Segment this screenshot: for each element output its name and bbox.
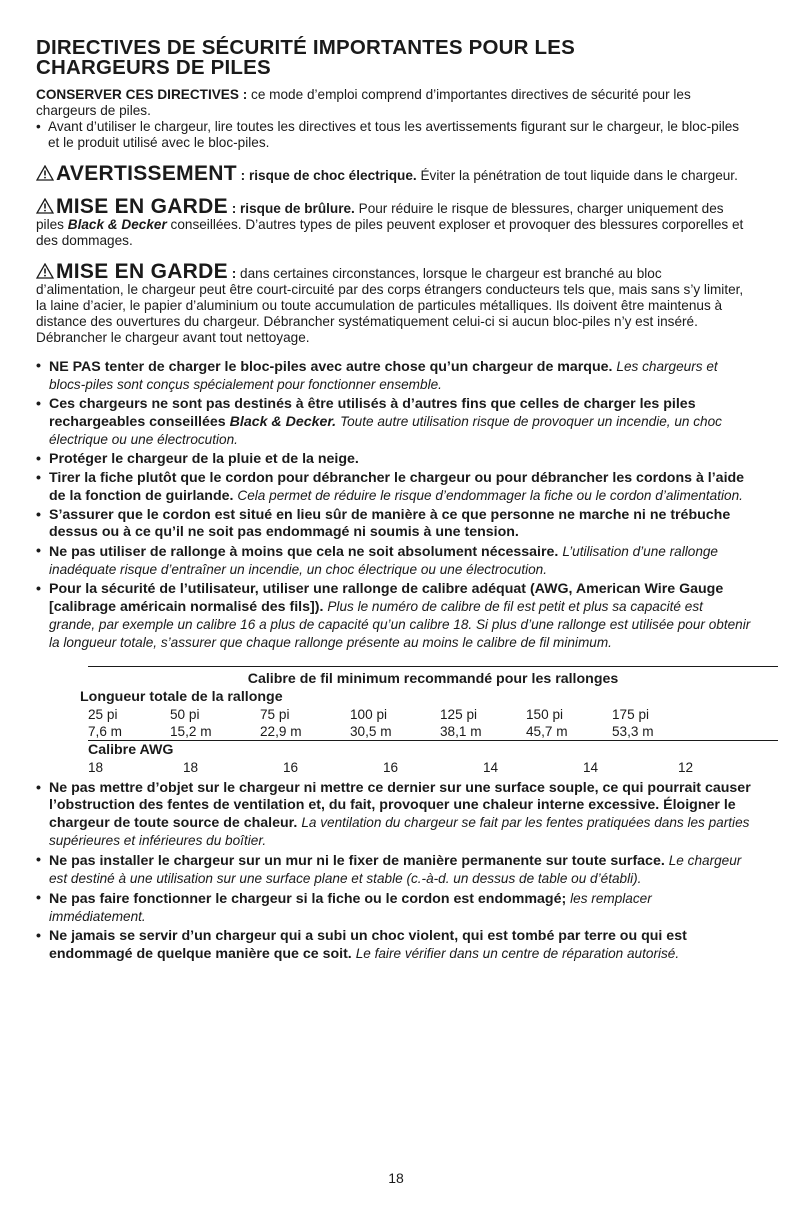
table-cell: 7,6 m [88, 724, 122, 739]
item-brand: Black & Decker. [229, 414, 337, 430]
table-cell: 100 pi [350, 707, 388, 722]
feet-row [88, 706, 778, 723]
table-cell: 45,7 m [526, 724, 568, 739]
caution-triangle-icon [36, 198, 54, 214]
bullet-dot: • [36, 119, 41, 134]
meters-row [88, 723, 778, 741]
bullet-dot: • [36, 470, 41, 486]
caution-colon: : [227, 201, 241, 216]
table-cell: 16 [383, 760, 399, 775]
table-cell: 30,5 m [350, 724, 392, 739]
table-caption: Calibre de fil minimum recommandé pour les rallonges [247, 671, 619, 687]
title-line-1: DIRECTIVES DE SÉCURITÉ IMPORTANTES POUR LES [36, 36, 575, 59]
table-cell: 14 [583, 760, 599, 775]
bullet-dot: • [36, 581, 41, 597]
list-item [36, 543, 752, 579]
list-item [36, 852, 752, 888]
awg-label: Calibre AWG [88, 742, 174, 758]
item-italic: Cela permet de réduire le risque d’endommager la fiche ou le cordon d’alimentation. [237, 488, 743, 503]
caution-short-circuit-paragraph [36, 260, 752, 346]
list-item [36, 507, 752, 541]
item-bold: Ne pas mettre d’objet sur le chargeur ni mettre ce dernier sur une surface souple, ce qui pourrait causer l’obstruction des fentes de ventilation et, du fait, provoquer une chaleur interne excessive. Éloigner le chargeur de toute source de chaleur. [49, 780, 751, 831]
table-cell: 18 [183, 760, 199, 775]
bullet-dot: • [36, 543, 41, 559]
intro-bullet-text: Avant d’utiliser le chargeur, lire toutes les directives et tous les avertissements figurant sur le chargeur, le bloc-piles et le produit utilisé avec le bloc-piles. [48, 119, 740, 150]
caution-label: MISE EN GARDE [56, 260, 228, 283]
table-cell: 15,2 m [170, 724, 212, 739]
list-item [36, 396, 752, 449]
caution-burn-paragraph [36, 195, 752, 249]
bullet-dot: • [36, 451, 41, 467]
warning-triangle-icon [36, 165, 54, 181]
item-bold: NE PAS tenter de charger le bloc-piles avec autre chose qu’un chargeur de marque. [49, 359, 613, 375]
conserver-text: ce mode d’emploi comprend d’importantes directives de sécurité pour les chargeurs de piles. [36, 87, 691, 118]
page-title [36, 38, 752, 78]
page-number: 18 [388, 1170, 404, 1186]
item-bold: Ne pas installer le chargeur sur un mur ni le fixer de manière permanente sur toute surface. [49, 853, 665, 869]
wire-gauge-table [80, 666, 778, 776]
item-italic: Les chargeurs et blocs-piles sont conçus spécialement pour fonctionner ensemble. [49, 359, 718, 392]
caution-short-circuit-text: dans certaines circonstances, lorsque le chargeur est branché au bloc d’alimentation, le chargeur peut être court-circuité par des corps étrangers conducteurs tels que, mais sans s’y limiter, la laine d’acier, le papier d’aluminium ou toute accumulation de particules métalliques. Ils doivent être maintenus à distance des ouvertures du chargeur. Débrancher systématiquement celui-ci si aucun bloc-piles n’y est inséré. Débrancher le chargeur avant tout nettoyage. [36, 266, 744, 345]
item-italic: Toute autre utilisation risque de provoquer un incendie, un choc électrique ou une électrocution. [49, 414, 722, 447]
item-bold: Protéger le chargeur de la pluie et de la neige. [49, 451, 359, 467]
bullet-dot: • [36, 780, 41, 796]
item-italic: Plus le numéro de calibre de fil est petit et plus sa capacité est grande, par exemple un calibre 16 a plus de capacité qu’un calibre 18. Si plus d’une rallonge est utilisée pour obtenir la longueur totale, s’assurer que chaque rallonge présente au moins le calibre de fil minimum. [49, 599, 751, 650]
bullet-dot: • [36, 396, 41, 412]
item-bold: Ne jamais se servir d’un chargeur qui a subi un choc violent, qui est tombé par terre ou qui est endommagé de quelque manière que ce soit. [49, 928, 687, 962]
item-italic: les remplacer immédiatement. [49, 891, 652, 924]
item-bold: Ne pas utiliser de rallonge à moins que cela ne soit absolument nécessaire. [49, 544, 559, 560]
item-bold: S’assurer que le cordon est situé en lieu sûr de manière à ce que personne ne marche ni ne trébuche dessus ou à ce qu’il ne soit pas endommagé ni soumis à une tension. [49, 507, 731, 540]
list-item [36, 470, 752, 505]
item-italic: Le chargeur est destiné à une utilisation sur une surface plane et stable (c.-à-d. un dessus de table ou d’établi). [49, 853, 742, 886]
item-bold: Ne pas faire fonctionner le chargeur si la fiche ou le cordon est endommagé; [49, 891, 567, 907]
list-item [36, 581, 752, 652]
item-italic: L’utilisation d’une rallonge inadéquate risque d’entraîner un incendie, un choc électrique ou une électrocution. [49, 544, 718, 577]
table-cell: 16 [283, 760, 299, 775]
caution-colon: : [227, 266, 241, 281]
caution-triangle-icon [36, 263, 54, 279]
list-item [36, 890, 752, 926]
table-cell: 22,9 m [260, 724, 302, 739]
length-label: Longueur totale de la rallonge [80, 689, 283, 705]
warning-colon: : [236, 168, 249, 183]
warning-paragraph [36, 162, 752, 185]
bullet-dot: • [36, 852, 41, 868]
caution-hazard: risque de brûlure. [240, 201, 355, 216]
bullet-dot: • [36, 507, 41, 523]
caution-label: MISE EN GARDE [56, 195, 228, 218]
item-italic: Le faire vérifier dans un centre de réparation autorisé. [355, 946, 680, 961]
table-cell: 125 pi [440, 707, 478, 722]
caution-text-2: conseillées. D’autres types de piles peuvent exploser et provoquer des blessures corporelles et des dommages. [36, 217, 744, 248]
conserver-label: CONSERVER CES DIRECTIVES : [36, 87, 248, 102]
bullet-dot: • [36, 928, 41, 944]
table-cell: 50 pi [170, 707, 200, 722]
table-cell: 25 pi [88, 707, 118, 722]
conserver-paragraph [36, 87, 752, 119]
table-cell: 18 [88, 760, 104, 775]
table-cell: 38,1 m [440, 724, 482, 739]
safety-list-2 [36, 780, 752, 963]
list-item [36, 780, 752, 850]
bullet-dot: • [36, 890, 41, 906]
intro-bullet [36, 119, 752, 151]
item-bold: Tirer la fiche plutôt que le cordon pour débrancher le chargeur ou pour débrancher les cordons à l’aide de la fonction de guirlande. [49, 470, 745, 504]
table-cell: 75 pi [260, 707, 290, 722]
list-item [36, 451, 752, 468]
list-item [36, 358, 752, 394]
caution-text-1: Pour réduire le risque de blessures, charger uniquement des piles [36, 201, 724, 232]
table-cell: 53,3 m [612, 724, 654, 739]
table-cell: 150 pi [526, 707, 564, 722]
warning-text: Éviter la pénétration de tout liquide dans le chargeur. [420, 168, 738, 183]
table-cell: 12 [678, 760, 694, 775]
table-cell: 14 [483, 760, 499, 775]
warning-label: AVERTISSEMENT [56, 162, 237, 185]
item-bold: Ces chargeurs ne sont pas destinés à être utilisés à d’autres fins que celles de charger les piles rechargeables conseillées [49, 396, 696, 430]
awg-row [88, 759, 778, 776]
title-line-2: CHARGEURS DE PILES [36, 56, 271, 79]
warning-hazard: risque de choc électrique. [248, 168, 417, 183]
table-cell: 175 pi [612, 707, 650, 722]
safety-list-1 [36, 358, 752, 652]
list-item [36, 928, 752, 963]
item-bold: Pour la sécurité de l’utilisateur, utiliser une rallonge de calibre adéquat (AWG, American Wire Gauge [calibrage américain normalisé des fils]). [49, 581, 724, 615]
bullet-dot: • [36, 358, 41, 374]
item-italic: La ventilation du chargeur se fait par les fentes pratiquées dans les parties supérieures et inférieures du boîtier. [49, 815, 750, 848]
caution-brand: Black & Decker [67, 217, 167, 232]
